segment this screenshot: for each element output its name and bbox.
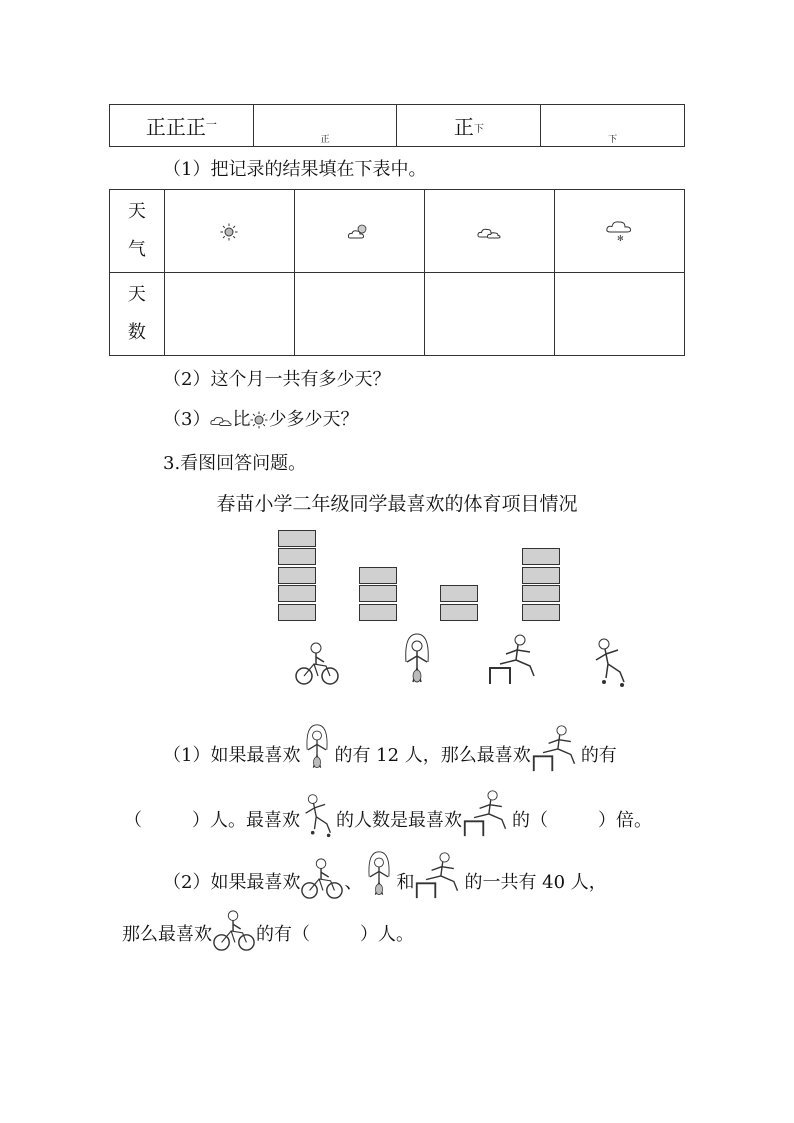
- answer-cell[interactable]: [554, 273, 684, 356]
- tally-main: 正正正: [145, 115, 206, 139]
- jump-rope-icon: [400, 632, 434, 688]
- text: 的有: [580, 745, 617, 766]
- sunny-cell: [164, 190, 294, 273]
- q3-suffix: 少多少天？: [268, 409, 359, 430]
- cycling-icon: [212, 908, 256, 952]
- cloudy-icon: [477, 224, 501, 240]
- hurdles-icon: [531, 723, 581, 773]
- tally-sub: 一: [205, 118, 217, 131]
- bar-block-roller-skating: [522, 548, 560, 565]
- sunny-icon: [250, 411, 268, 429]
- bar-chart: [0, 520, 794, 630]
- part-1-line-2: [124, 788, 652, 838]
- partly-cloudy-cell: [294, 190, 424, 273]
- cycling-icon: [300, 856, 344, 900]
- tally-sub: 下: [473, 124, 484, 135]
- text: ）倍。: [598, 810, 652, 831]
- text: 的（: [512, 810, 548, 831]
- bar-block-cycling: [278, 567, 316, 584]
- part-2-line-2: [122, 908, 414, 952]
- question-2: （2）这个月一共有多少天？: [163, 369, 391, 390]
- text: 的人数是最喜欢: [336, 810, 462, 831]
- label-char: 气: [127, 239, 146, 260]
- jump-rope-icon: [362, 850, 396, 900]
- bar-block-cycling: [278, 530, 316, 547]
- weather-row-label: [110, 190, 165, 273]
- tally-cell-4: [541, 105, 685, 147]
- bar-block-roller-skating: [522, 567, 560, 584]
- part-2-line-1: [163, 850, 607, 900]
- bar-block-cycling: [278, 548, 316, 565]
- tally-cell-1: [110, 105, 254, 147]
- jump-rope-icon: [300, 723, 334, 773]
- bar-block-roller-skating: [522, 585, 560, 602]
- bar-block-cycling: [278, 585, 316, 602]
- days-row-label: [110, 273, 165, 356]
- bar-block-jump-rope: [359, 585, 397, 602]
- label-char: 天: [127, 284, 146, 305]
- cycling-icon: [294, 640, 340, 686]
- text: 的有（: [256, 924, 310, 945]
- text: 那么最喜欢: [122, 924, 212, 945]
- text: 的有 12 人，那么最喜欢: [334, 745, 531, 766]
- bar-block-hurdles: [440, 604, 478, 621]
- tally-main: 正: [453, 115, 474, 139]
- text: 的一共有 40 人，: [464, 872, 607, 893]
- text: （2）如果最喜欢: [163, 872, 301, 893]
- answer-cell[interactable]: [164, 273, 294, 356]
- section-3-heading: 3.看图回答问题。: [163, 453, 307, 474]
- label-char: 数: [127, 322, 146, 343]
- snow-icon: [605, 219, 633, 243]
- bar-block-cycling: [278, 604, 316, 621]
- text: ）人。最喜欢: [192, 810, 300, 831]
- text: 和: [396, 872, 415, 893]
- tally-sub: 正: [320, 135, 330, 145]
- question-3: [163, 407, 358, 433]
- chart-title: 春苗小学二年级同学最喜欢的体育项目情况: [216, 493, 578, 515]
- hurdles-icon: [462, 788, 512, 838]
- bar-block-hurdles: [440, 585, 478, 602]
- q3-prefix: （3）: [163, 409, 211, 430]
- label-char: 天: [127, 201, 146, 222]
- question-1: （1）把记录的结果填在下表中。: [163, 159, 427, 180]
- text: （1）如果最喜欢: [163, 745, 301, 766]
- cloudy-icon: [210, 412, 232, 428]
- text: （: [124, 810, 142, 831]
- q3-mid: 比: [232, 409, 251, 430]
- partly-cloudy-icon: [347, 223, 371, 241]
- tally-cell-2: [253, 105, 397, 147]
- sunny-icon: [220, 223, 238, 241]
- svg-text:✻: ✻: [617, 234, 625, 243]
- weather-table: [109, 189, 685, 356]
- tally-sub: 下: [608, 135, 618, 145]
- bar-block-jump-rope: [359, 604, 397, 621]
- part-1-line-1: [163, 723, 617, 773]
- text: ）人。: [360, 924, 414, 945]
- answer-cell[interactable]: [424, 273, 554, 356]
- roller-skating-icon: [590, 636, 630, 688]
- tally-table: [109, 104, 685, 147]
- tally-cell-3: [397, 105, 541, 147]
- hurdles-icon: [488, 632, 540, 686]
- cloudy-cell: [424, 190, 554, 273]
- text: 、: [344, 872, 363, 893]
- hurdles-icon: [414, 850, 464, 900]
- bar-block-jump-rope: [359, 567, 397, 584]
- answer-cell[interactable]: [294, 273, 424, 356]
- snow-cell: [554, 190, 684, 273]
- roller-skating-icon: [300, 792, 336, 838]
- bar-block-roller-skating: [522, 604, 560, 621]
